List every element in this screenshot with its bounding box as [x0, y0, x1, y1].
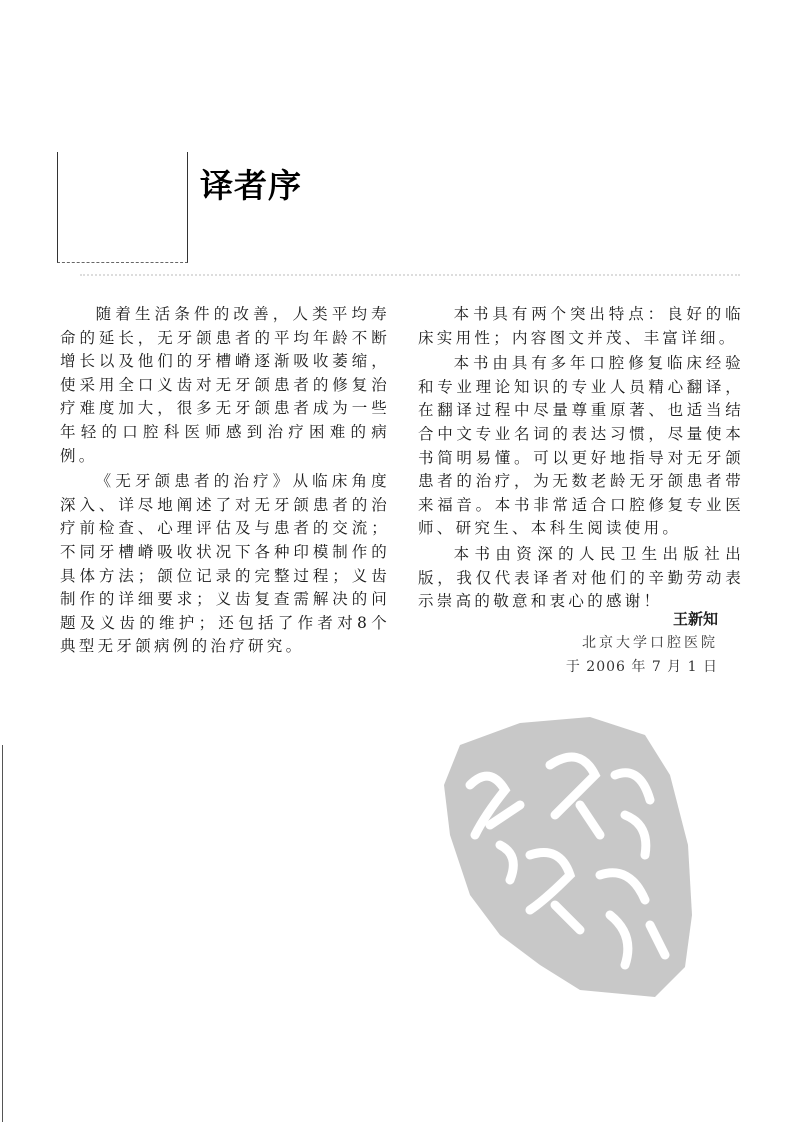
right-column: [418, 303, 744, 616]
page-title: 译者序: [200, 166, 302, 205]
page-edge-line: [2, 745, 3, 1122]
paragraph: 本书由具有多年口腔修复临床经验和专业理论知识的专业人员精心翻译，在翻译过程中尽量尊重原著、也适当结合中文专业名词的表达习惯，尽量使本书简明易懂。可以更好地指导对无牙颌患者的治疗，为无数老龄无牙颌患者带来福音。本书非常适合口腔修复专业医师、研究生、本科生阅读使用。: [418, 354, 744, 538]
paragraph: 《无牙颌患者的治疗》从临床角度深入、详尽地阐述了对无牙颌患者的治疗前检查、心理评估及与患者的交流；不同牙槽嵴吸收状况下各种印模制作的具体方法；颌位记录的完整过程；义齿制作的详细要求；义齿复查需解决的问题及义齿的维护；还包括了作者对8个典型无牙颌病例的治疗研究。: [60, 472, 390, 656]
paragraph: 本书具有两个突出特点：良好的临床实用性；内容图文并茂、丰富详细。: [418, 305, 744, 347]
left-column: [60, 303, 390, 661]
title-frame: [57, 152, 188, 263]
signature-date: 于 2006 年 7 月 1 日: [565, 659, 718, 675]
paragraph: 本书由资深的人民卫生出版社出版，我仅代表译者对他们的辛勤劳动表示崇高的敬意和衷心的感谢！: [418, 544, 744, 611]
paragraph: 随着生活条件的改善，人类平均寿命的延长，无牙颌患者的平均年龄不断增长以及他们的牙槽嵴逐渐吸收萎缩，使采用全口义齿对无牙颌患者的修复治疗难度加大，很多无牙颌患者成为一些年轻的口腔科医师感到治疗困难的病例。: [60, 305, 390, 465]
signature-name: 王新知: [672, 610, 718, 628]
divider: [80, 274, 740, 276]
seal-stamp-icon: [430, 705, 700, 1005]
signature-organization: 北京大学口腔医院: [582, 635, 718, 651]
